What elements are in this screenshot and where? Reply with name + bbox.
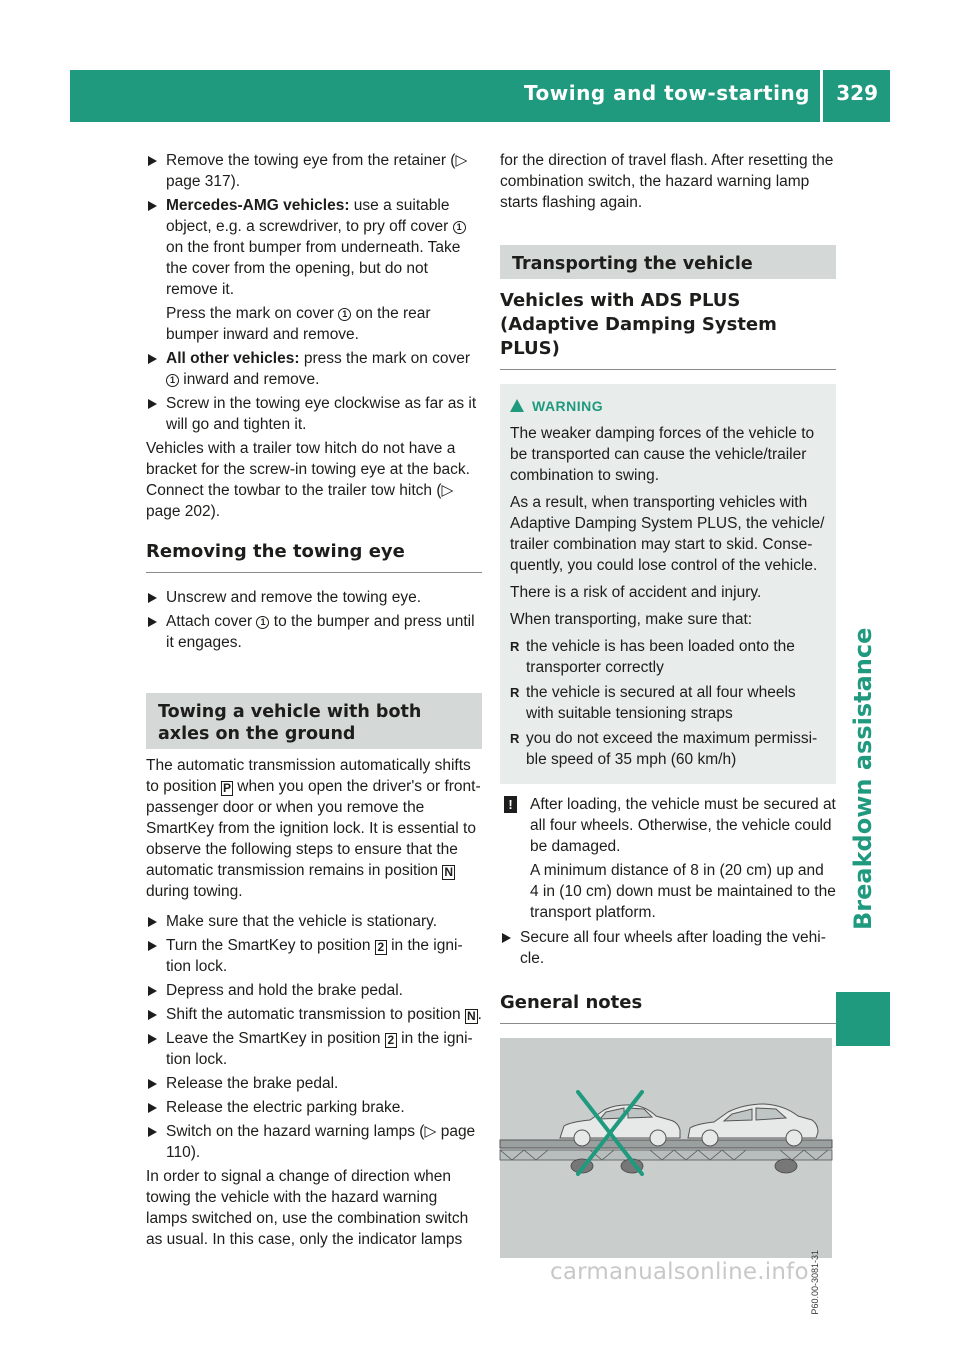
notice-text: After loading, the vehicle must be secured at all four wheels. Otherwise, the vehicle could be damaged. [530, 796, 836, 855]
list-item-sub: Press the mark on cover 1 on the rear bumper inward and remove. [166, 305, 431, 343]
section-band-heading: Towing a vehicle with both axles on the ground [146, 693, 482, 749]
header-divider [820, 70, 823, 122]
list-item: All other vehicles: press the mark on cover 1 inward and remove. [146, 348, 482, 390]
list-item: Secure all four wheels after loading the vehi-cle. [500, 927, 836, 969]
header-title: Towing and tow-starting [524, 81, 810, 105]
callout-1-icon: 1 [453, 221, 466, 234]
key-position-2-icon: 2 [375, 940, 387, 955]
warning-box [500, 384, 836, 784]
list-item: Release the electric parking brake. [146, 1097, 482, 1118]
list-item: Release the brake pedal. [146, 1073, 482, 1094]
key-position-2-icon: 2 [385, 1033, 397, 1048]
footer-watermark: carmanualsonline.info [550, 1259, 809, 1285]
warning-text: The weaker damping forces of the vehicle to be transported can cause the vehicle/trailer combination to swing. [510, 425, 815, 484]
figure-code: P60.00-3081-31 [810, 1250, 820, 1315]
paragraph: The automatic transmission automatically shifts to position P when you open the driver's or front-passenger door or when you remove the SmartKey from the ignition lock. It is essential to observe the following steps to ensure that the automatic transmission remains in position N during towing. [146, 757, 481, 900]
section-heading: General notes [500, 991, 836, 1024]
warning-bullet: R the vehicle is secured at all four wheels with suitable tensioning straps [510, 682, 826, 724]
callout-1-icon: 1 [166, 374, 179, 387]
page-header [70, 70, 890, 122]
section-heading: Vehicles with ADS PLUS (Adaptive Damping System PLUS) [500, 289, 836, 370]
notice-block [500, 794, 836, 923]
side-tab-label: Breakdown assistance [849, 627, 877, 930]
side-tab-block [836, 992, 890, 1046]
warning-triangle-icon [510, 399, 524, 412]
list-item: Remove the towing eye from the retainer (▷ page 317). [146, 150, 482, 192]
list-item: Shift the automatic transmission to position N . [146, 1004, 482, 1025]
paragraph: for the direction of travel flash. After resetting the combination switch, the hazard warning lamp starts flashing again. [500, 152, 834, 211]
list-item: Depress and hold the brake pedal. [146, 980, 482, 1001]
list-item: Mercedes-AMG vehicles: use a suitable object, e.g. a screwdriver, to pry off cover 1 on the front bumper from underneath. Take the cover from the opening, but do not remove it. [146, 195, 482, 300]
list-item: Screw in the towing eye clockwise as far as it will go and tighten it. [146, 393, 482, 435]
notice-text: A minimum distance of 8 in (20 cm) up and 4 in (10 cm) down must be maintained to the transport platform. [530, 862, 836, 921]
gear-p-icon: P [222, 781, 231, 795]
list-item: Leave the SmartKey in position 2 in the igni-tion lock. [146, 1028, 482, 1070]
page-ref-arrow-icon: ▷ [424, 1123, 437, 1140]
section-heading: Removing the towing eye [146, 540, 482, 573]
list-item: Turn the SmartKey to position 2 in the igni-tion lock. [146, 935, 482, 977]
left-column [146, 150, 482, 1259]
page-ref-link[interactable]: page 110). [166, 1123, 476, 1161]
callout-1-icon: 1 [338, 308, 351, 321]
callout-1-icon: 1 [256, 616, 269, 629]
list-item: Attach cover 1 to the bumper and press until it engages. [146, 611, 482, 653]
warning-bullet: R the vehicle is has been loaded onto the transporter correctly [510, 636, 826, 678]
car-transporter-diagram [500, 1038, 832, 1258]
list-item: Make sure that the vehicle is stationary. [146, 911, 482, 932]
page-ref-arrow-icon: ▷ [455, 152, 468, 169]
page-number: 329 [836, 81, 878, 105]
warning-bullet: R you do not exceed the maximum permissi-ble speed of 35 mph (60 km/h) [510, 728, 826, 770]
section-band-heading: Transporting the vehicle [500, 245, 836, 279]
paragraph: In order to signal a change of direction when towing the vehicle with the hazard warning lamps switched on, use the combination switch as usual. In this case, only the indicator lamps [146, 1168, 469, 1248]
list-item: Unscrew and remove the towing eye. [146, 587, 482, 608]
page-ref-link[interactable]: page 317). [166, 173, 241, 190]
exclamation-icon: ! [504, 796, 517, 813]
list-item: Switch on the hazard warning lamps (▷ page 110). [146, 1121, 482, 1163]
warning-text: There is a risk of accident and injury. [510, 584, 762, 601]
warning-text: When transporting, make sure that: [510, 611, 753, 628]
page-ref-link[interactable]: page 202). [146, 503, 221, 520]
warning-text: As a result, when transporting vehicles with Adaptive Damping System PLUS, the vehicle/ trailer combination may start to skid. Conse-quently, you could lose control of the vehicle. [510, 494, 825, 574]
warning-title: WARNING [510, 396, 826, 417]
paragraph: Vehicles with a trailer tow hitch do not have a bracket for the screw-in towing eye at the back. Connect the towbar to the trailer tow hitch (▷ page 202). [146, 440, 470, 520]
page-ref-arrow-icon: ▷ [441, 482, 454, 499]
gear-n-icon: N [466, 1009, 476, 1023]
gear-n-icon: N [444, 865, 454, 879]
